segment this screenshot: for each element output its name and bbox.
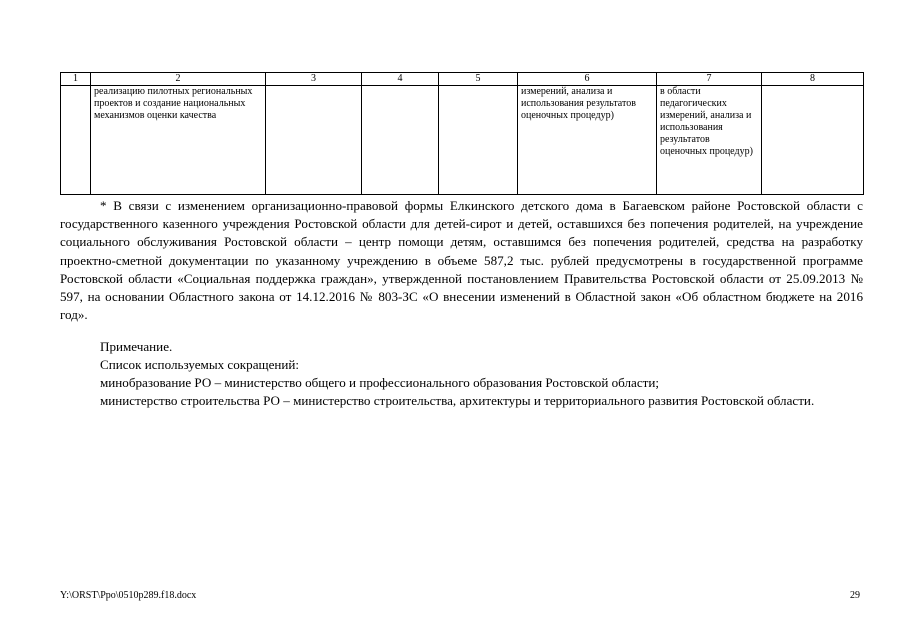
column-number-8: 8: [762, 73, 864, 86]
table-row: [61, 86, 864, 195]
column-number-2: 2: [91, 73, 266, 86]
table-cell-4: [362, 86, 439, 195]
page-number: 29: [850, 590, 860, 601]
continuation-table: [60, 72, 864, 195]
column-number-5: 5: [439, 73, 518, 86]
table-cell-7: в области педагогических измерений, анализа и использования результатов оценочных процедур): [657, 86, 762, 195]
table-cell-6: измерений, анализа и использования результатов оценочных процедур): [518, 86, 657, 195]
table-cell-5: [439, 86, 518, 195]
column-number-4: 4: [362, 73, 439, 86]
column-number-7: 7: [657, 73, 762, 86]
table-cell-1: [61, 86, 91, 195]
table-header-row: [61, 73, 864, 86]
table-cell-3: [266, 86, 362, 195]
note-title: Примечание.: [100, 339, 173, 354]
abbreviation-item: минобразование РО – министерство общего и профессионального образования Ростовской области;: [100, 375, 660, 390]
table-cell-8: [762, 86, 864, 195]
abbreviations-title: Список используемых сокращений:: [100, 357, 300, 372]
column-number-3: 3: [266, 73, 362, 86]
table-cell-2: реализацию пилотных региональных проектов и создание национальных механизмов оценки качества: [91, 86, 266, 195]
abbreviation-item: министерство строительства РО – министерство строительства, архитектуры и территориального развития Ростовской области.: [100, 393, 815, 408]
footnote-paragraph: * В связи с изменением организационно-правовой формы Елкинского детского дома в Багаевском районе Ростовской области с государственного казенного учреждения Ростовской области для детей-сирот и детей, оставшихся без попечения родителей, на учреждение социального обслуживания Ростовской области – центр помощи детям, оставшимся без попечения родителей, средства на разработку проектно-сметной документации по указанному учреждению в объеме 587,2 тыс. рублей предусмотрены в государственной программе Ростовской области «Социальная поддержка граждан», утвержденной постановлением Правительства Ростовской области от 25.09.2013 № 597, на основании Областного закона от 14.12.2016 № 803-ЗС «О внесении изменений в Областной закон «Об областном бюджете на 2016 год».: [60, 198, 863, 323]
column-number-1: 1: [61, 73, 91, 86]
footer-file-path: Y:\ORST\Ppo\0510p289.f18.docx: [60, 590, 197, 601]
column-number-6: 6: [518, 73, 657, 86]
